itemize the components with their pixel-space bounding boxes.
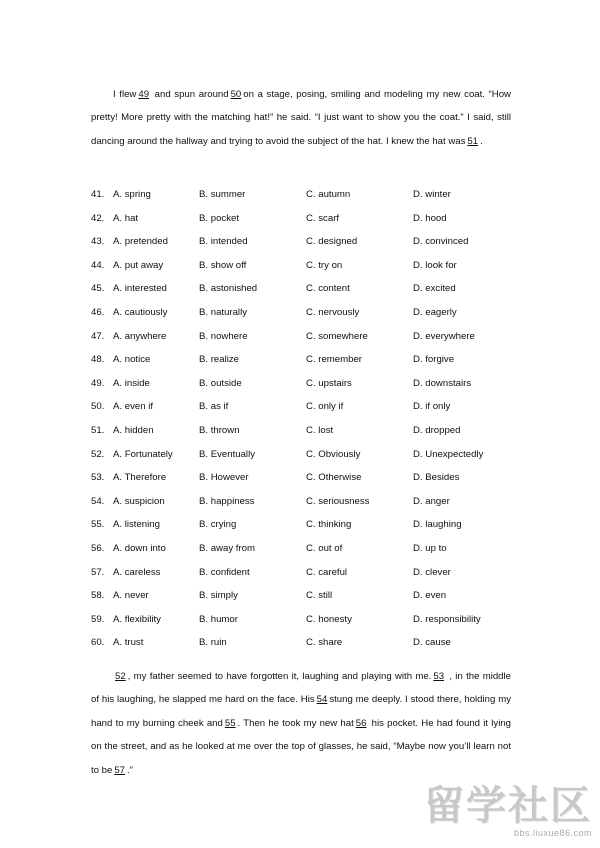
question-number: 46. — [91, 307, 105, 318]
option-d: D. convinced — [413, 236, 469, 248]
question-number: 52. — [91, 448, 105, 460]
option-a: A. suspicion — [113, 495, 165, 507]
option-b: B. thrown — [199, 425, 240, 436]
question-number: 60. — [91, 637, 105, 649]
passage-text: on a stage, posing, smiling and modeling my new coat. “How pretty! More pretty with the matching hat!” he said. “I just want to show you the coat.” I said, still dancing around the hallway and trying to avoid the subject of the hat. I knew the hat was — [91, 88, 511, 147]
option-a: A. cautiously — [113, 307, 168, 318]
question-number: 43. — [91, 236, 105, 248]
option-c: C. thinking — [306, 519, 352, 531]
blank-number: 51 — [467, 135, 479, 147]
option-a: A. Fortunately — [113, 448, 173, 460]
passage-text: . Then he took my new hat — [237, 717, 354, 729]
option-d: D. Besides — [413, 472, 460, 484]
question-number: 42. — [91, 212, 105, 224]
question-number: 41. — [91, 189, 105, 200]
question-row — [91, 468, 531, 488]
question-row — [91, 421, 531, 441]
blank-number: 56 — [355, 717, 367, 729]
option-d: D. cause — [413, 637, 451, 649]
option-b: B. ruin — [199, 637, 227, 649]
option-b: B. realize — [199, 354, 239, 366]
passage-text: his pocket. He had found it lying on the street, and as he looked at me over the top of glasses, he said, “Maybe now you’ll learn not to be — [91, 717, 511, 776]
option-a: A. trust — [113, 637, 144, 649]
question-row — [91, 586, 531, 606]
question-number: 54. — [91, 495, 105, 507]
watermark-url: bbs.liuxue86.com — [513, 828, 592, 838]
option-d: D. laughing — [413, 519, 462, 531]
option-b: B. humor — [199, 613, 238, 625]
passage-text: .” — [127, 764, 133, 776]
blank-number: 54 — [316, 694, 328, 706]
question-row — [91, 515, 531, 535]
option-a: A. Therefore — [113, 472, 167, 484]
question-number: 50. — [91, 401, 105, 413]
question-row — [91, 374, 531, 394]
option-d: D. eagerly — [413, 307, 457, 318]
option-a: A. even if — [113, 401, 153, 413]
blank-number: 57 — [114, 764, 126, 776]
question-number: 48. — [91, 354, 105, 366]
question-number: 45. — [91, 283, 105, 295]
option-b: B. Eventually — [199, 448, 255, 460]
option-b: B. as if — [199, 401, 229, 413]
blank-number: 55 — [224, 717, 236, 729]
option-c: C. try on — [306, 259, 343, 271]
option-c: C. somewhere — [306, 330, 368, 342]
option-a: A. listening — [113, 519, 160, 531]
option-b: B. However — [199, 472, 249, 484]
passage-text: I flew — [113, 88, 137, 100]
question-number: 55. — [91, 519, 105, 531]
option-b: B. outside — [199, 377, 242, 389]
option-d: D. if only — [413, 401, 451, 413]
passage-paragraph-top — [91, 83, 511, 154]
option-b: B. pocket — [199, 212, 239, 224]
option-d: D. responsibility — [413, 613, 481, 625]
watermark-logo-text: 留学社区 — [424, 783, 592, 829]
question-number: 59. — [91, 613, 105, 625]
option-a: A. down into — [113, 543, 166, 554]
option-c: C. Otherwise — [306, 472, 362, 484]
question-row — [91, 185, 531, 205]
question-number: 53. — [91, 472, 105, 484]
option-b: B. summer — [199, 189, 246, 200]
option-a: A. hidden — [113, 425, 154, 436]
watermark — [424, 784, 592, 838]
option-d: D. downstairs — [413, 377, 472, 389]
option-a: A. inside — [113, 377, 150, 389]
question-number: 58. — [91, 590, 105, 602]
blank-number: 49 — [138, 88, 150, 100]
option-c: C. only if — [306, 401, 344, 413]
option-c: C. nervously — [306, 307, 360, 318]
option-c: C. lost — [306, 425, 334, 436]
option-c: C. seriousness — [306, 495, 370, 507]
option-c: C. scarf — [306, 212, 340, 224]
passage-text: stung me deeply. I stood there, holding my hand to my burning cheek and — [91, 694, 511, 729]
option-b: B. happiness — [199, 495, 255, 507]
question-row — [91, 633, 531, 653]
option-b: B. intended — [199, 236, 248, 248]
passage-paragraph-bottom — [91, 665, 511, 783]
passage-text: , in the middle of his laughing, he slapped me hard on the face. His — [91, 670, 511, 706]
question-row — [91, 445, 531, 465]
question-row — [91, 327, 531, 347]
option-b: B. naturally — [199, 307, 247, 318]
option-a: A. hat — [113, 212, 139, 224]
question-number: 57. — [91, 566, 105, 578]
question-row — [91, 610, 531, 630]
option-c: C. upstairs — [306, 377, 352, 389]
option-c: C. still — [306, 590, 333, 602]
option-d: D. up to — [413, 543, 447, 554]
question-row — [91, 492, 531, 512]
passage-text: and spun around — [151, 88, 229, 100]
option-b: B. away from — [199, 543, 255, 554]
question-row — [91, 397, 531, 417]
option-c: C. remember — [306, 354, 362, 366]
option-d: D. dropped — [413, 425, 461, 436]
blank-number: 50 — [230, 88, 242, 100]
question-number: 49. — [91, 377, 105, 389]
option-a: A. pretended — [113, 236, 168, 248]
question-row — [91, 303, 531, 323]
question-row — [91, 350, 531, 370]
option-c: C. share — [306, 637, 343, 649]
option-d: D. forgive — [413, 354, 455, 366]
question-number: 56. — [91, 543, 105, 554]
option-c: C. careful — [306, 566, 348, 578]
question-row — [91, 256, 531, 276]
question-number: 51. — [91, 425, 105, 436]
option-b: B. confident — [199, 566, 250, 578]
question-row — [91, 232, 531, 252]
option-d: D. clever — [413, 566, 451, 578]
option-a: A. never — [113, 590, 149, 602]
passage-text: . — [480, 135, 483, 147]
question-number: 44. — [91, 259, 105, 271]
question-row — [91, 539, 531, 559]
option-c: C. content — [306, 283, 350, 295]
option-d: D. even — [413, 590, 447, 602]
option-a: A. interested — [113, 283, 167, 295]
passage-text: , my father seemed to have forgotten it, laughing and playing with me. — [127, 670, 432, 682]
option-d: D. excited — [413, 283, 456, 295]
option-d: D. winter — [413, 189, 451, 200]
option-c: C. honesty — [306, 613, 352, 625]
option-b: B. crying — [199, 519, 237, 531]
option-a: A. spring — [113, 189, 151, 200]
option-c: C. out of — [306, 543, 343, 554]
option-a: A. careless — [113, 566, 161, 578]
question-row — [91, 209, 531, 229]
option-d: D. everywhere — [413, 330, 475, 342]
option-a: A. anywhere — [113, 330, 167, 342]
option-a: A. put away — [113, 259, 164, 271]
option-c: C. Obviously — [306, 448, 361, 460]
option-d: D. anger — [413, 495, 450, 507]
option-a: A. notice — [113, 354, 151, 366]
option-d: D. Unexpectedly — [413, 448, 484, 460]
option-a: A. flexibility — [113, 613, 161, 625]
option-b: B. astonished — [199, 283, 258, 295]
blank-number: 53 — [433, 670, 445, 682]
question-row — [91, 279, 531, 299]
option-b: B. simply — [199, 590, 238, 602]
option-d: D. look for — [413, 259, 457, 271]
question-number: 47. — [91, 330, 105, 342]
option-c: C. designed — [306, 236, 358, 248]
blank-number: 52 — [115, 670, 126, 682]
option-d: D. hood — [413, 212, 447, 224]
option-b: B. nowhere — [199, 330, 248, 342]
question-row — [91, 563, 531, 583]
option-c: C. autumn — [306, 189, 351, 200]
option-b: B. show off — [199, 259, 247, 271]
